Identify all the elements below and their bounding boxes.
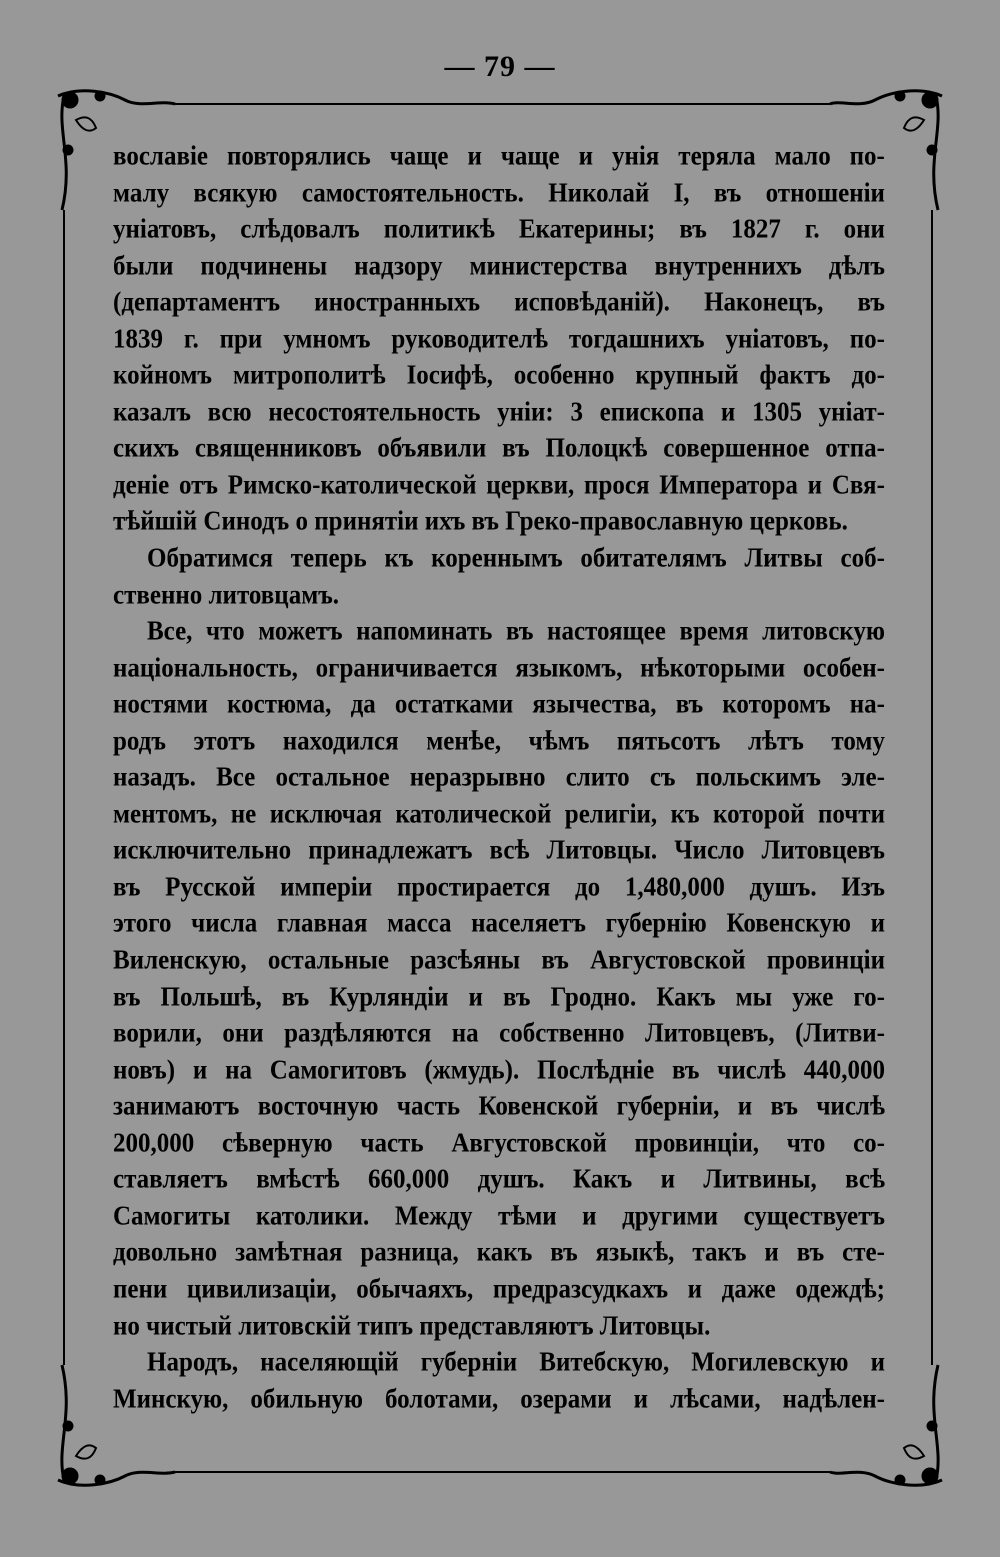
text-line: (департаментъ иностранныхъ исповѣданій). Наконецъ, въ <box>113 288 885 318</box>
text-line: малу всякую самостоятельность. Николай I, въ отношеніи <box>113 178 885 208</box>
text-line: пени цивилизаціи, обычаяхъ, предразсудкахъ и даже одеждѣ; <box>113 1274 885 1304</box>
text-line: ментомъ, не исключая католической религіи, къ которой почти <box>113 799 885 829</box>
text-line: уніатовъ, слѣдовалъ политикѣ Екатерины; въ 1827 г. они <box>113 214 885 245</box>
text-line: 1839 г. при умномъ руководителѣ тогдашнихъ уніатовъ, по- <box>113 324 885 354</box>
text-line: ностями костюма, да остатками язычества, въ которомъ на- <box>113 690 885 720</box>
text-line: Виленскую, остальные разсѣяны въ Августовской провинціи <box>113 945 885 976</box>
text-line: койномъ митрополитѣ Іосифѣ, особенно крупный фактъ до- <box>113 361 885 391</box>
text-line: Все, что можетъ напоминать въ настоящее время литовскую <box>147 616 885 647</box>
text-line: новъ) и на Самогитовъ (жмудь). Послѣдніе въ числѣ 440,000 <box>113 1055 885 1085</box>
text-line: Народъ, населяющій губерніи Витебскую, Могилевскую и <box>147 1347 885 1378</box>
text-line: назадъ. Все остальное неразрывно слито съ польскимъ эле- <box>113 763 885 793</box>
text-line: ственно литовцамъ. <box>113 580 340 610</box>
page-number: — 79 — <box>444 50 556 83</box>
text-line: исключительно принадлежатъ всѣ Литовцы. Число Литовцевъ <box>113 836 885 866</box>
text-line: но чистый литовскій типъ представляютъ Литовцы. <box>113 1311 711 1341</box>
text-line: занимаютъ восточную часть Ковенской губерніи, и въ числѣ <box>113 1092 885 1122</box>
text-line: казалъ всю несостоятельность уніи: 3 епископа и 1305 уніат- <box>113 397 885 427</box>
text-line: довольно замѣтная разница, какъ въ языкѣ, такъ и въ сте- <box>113 1238 885 1268</box>
text-line: ставляетъ вмѣстѣ 660,000 душъ. Какъ и Литвины, всѣ <box>113 1165 885 1195</box>
paragraph-union-decline <box>113 139 885 541</box>
text-line: 200,000 сѣверную часть Августовской провинціи, что со- <box>113 1128 885 1158</box>
body-text <box>113 139 885 1418</box>
text-line: Самогиты католики. Между тѣми и другими существуетъ <box>113 1201 885 1231</box>
text-line: родъ этотъ находился менѣе, чѣмъ пятьсотъ лѣтъ тому <box>113 726 885 756</box>
text-line: въ Польшѣ, въ Курляндіи и въ Гродно. Какъ мы уже го- <box>113 982 885 1012</box>
text-line: деніе отъ Римско-католической церкви, прося Императора и Свя- <box>113 470 885 500</box>
paragraph-lithuanian-nationality <box>113 614 885 1345</box>
text-line: Минскую, обильную болотами, озерами и лѣсами, надѣлен- <box>113 1384 885 1414</box>
text-line: этого числа главная масса населяетъ губернію Ковенскую и <box>113 909 885 939</box>
text-line: Обратимся теперь къ кореннымъ обитателямъ Литвы соб- <box>147 543 885 574</box>
text-line: въ Русской имперіи простирается до 1,480,000 душъ. Изъ <box>113 872 885 902</box>
text-line: ворили, они раздѣляются на собственно Литовцевъ, (Литви- <box>113 1018 885 1049</box>
text-line: вославіе повторялись чаще и чаще и унія теряла мало по- <box>113 141 885 172</box>
paragraph-turn-to-lithuanians <box>113 541 885 614</box>
text-line: были подчинены надзору министерства внутреннихъ дѣлъ <box>113 251 885 281</box>
paragraph-belarus-population <box>113 1345 885 1418</box>
text-line: тѣйшій Синодъ о принятіи ихъ въ Греко-православную церковь. <box>113 507 848 537</box>
text-line: національность, ограничивается языкомъ, нѣкоторыми особен- <box>113 653 885 683</box>
text-line: скихъ священниковъ объявили въ Полоцкѣ совершенное отпа- <box>113 434 885 464</box>
